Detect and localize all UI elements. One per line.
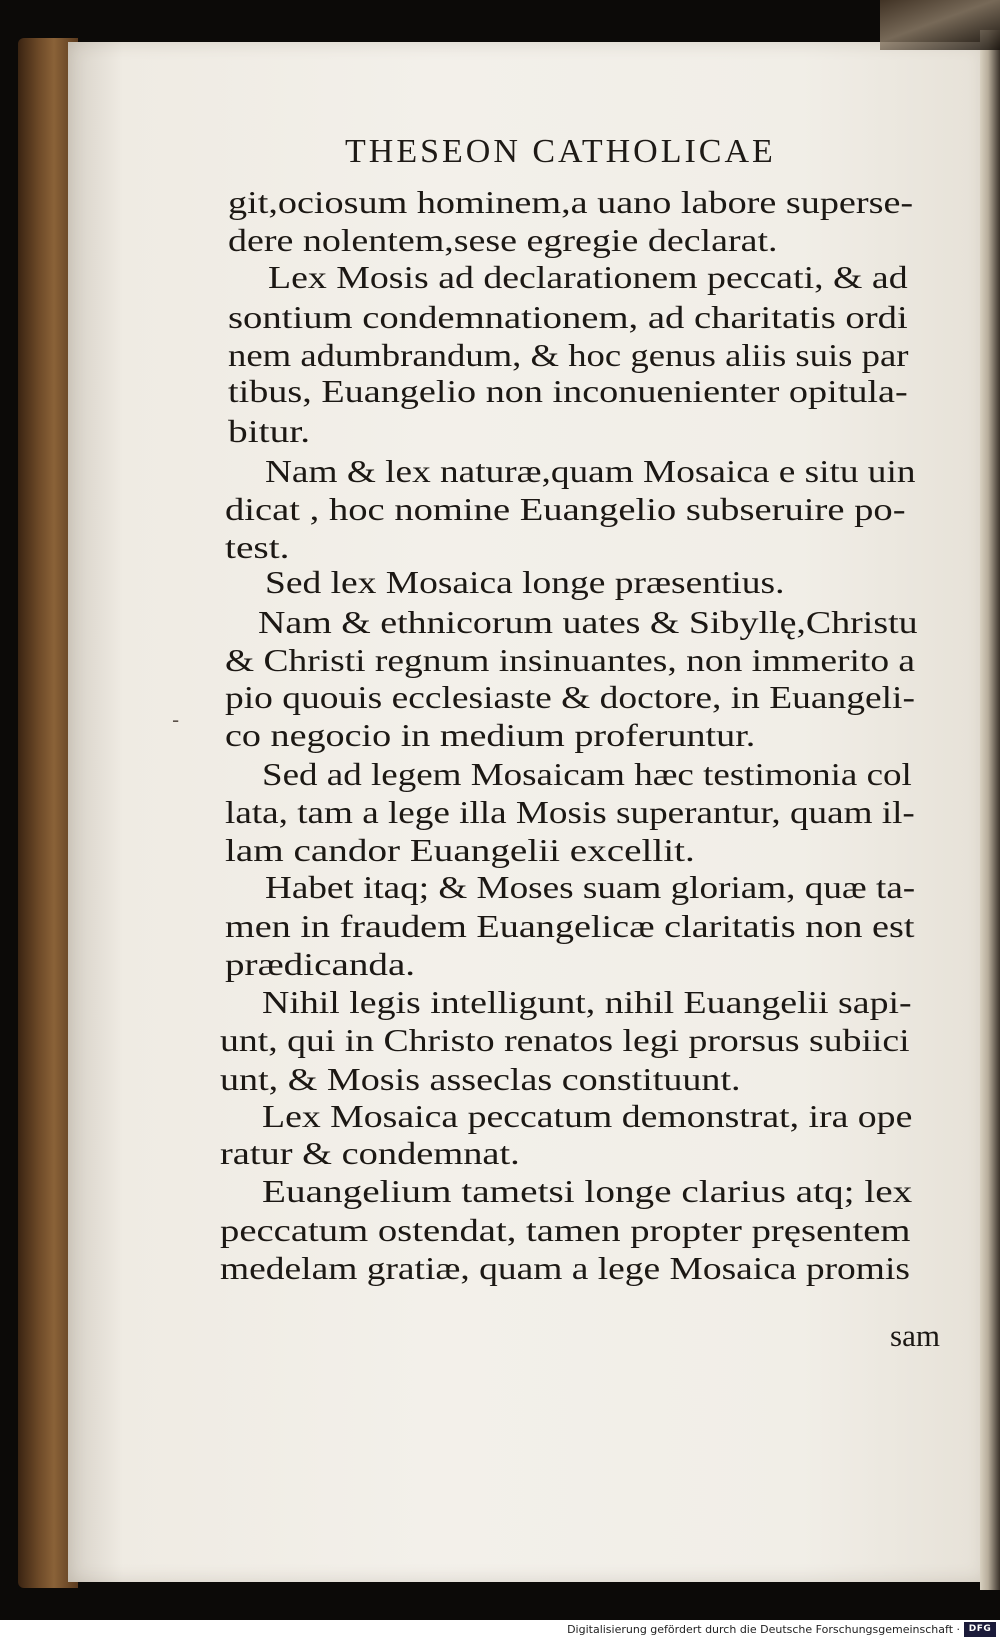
text-line: Euangelium tametsi longe clarius atq; lex xyxy=(262,1174,913,1209)
footer xyxy=(0,1620,1000,1641)
text-line: tibus, Euangelio non inconuenienter opitula- xyxy=(228,374,908,409)
page-corner xyxy=(880,0,1000,50)
text-line: medelam gratiæ, quam a lege Mosaica promis xyxy=(220,1251,910,1286)
text-line: Lex Mosaica peccatum demonstrat, ira ope xyxy=(262,1099,913,1134)
text-line: Nam & lex naturæ,quam Mosaica e situ uin xyxy=(265,454,916,489)
text-line: lam candor Euangelii excellit. xyxy=(225,833,695,868)
text-line: prædicanda. xyxy=(225,947,416,982)
running-head: THESEON CATHOLICAE xyxy=(345,133,776,170)
catchword: sam xyxy=(890,1318,940,1353)
text-line: git,ociosum hominem,a uano labore superse- xyxy=(228,185,914,220)
margin-mark: - xyxy=(172,708,180,732)
text-line: dicat , hoc nomine Euangelio subseruire po- xyxy=(225,492,906,527)
text-line: Nam & ethnicorum uates & Sibyllę,Christu xyxy=(258,605,918,640)
text-line: & Christi regnum insinuantes, non immerito a xyxy=(225,643,916,678)
text-line: test. xyxy=(225,530,290,565)
text-line: sontium condemnationem, ad charitatis ordi xyxy=(228,300,908,335)
text-line: lata, tam a lege illa Mosis superantur, quam il- xyxy=(225,795,915,830)
text-line: bitur. xyxy=(228,414,311,449)
text-line: co negocio in medium proferuntur. xyxy=(225,718,756,753)
text-line: dere nolentem,sese egregie declarat. xyxy=(228,223,778,258)
dfg-logo: DFG xyxy=(964,1622,996,1637)
page-edges xyxy=(980,30,1000,1590)
text-line: Sed lex Mosaica longe præsentius. xyxy=(265,565,785,600)
text-line: ratur & condemnat. xyxy=(220,1136,520,1171)
text-line: Sed ad legem Mosaicam hæc testimonia col xyxy=(262,757,912,792)
text-line: unt, qui in Christo renatos legi prorsus subiici xyxy=(220,1023,910,1058)
text-line: Habet itaq; & Moses suam gloriam, quæ ta- xyxy=(265,870,916,905)
footer-text: Digitalisierung gefördert durch die Deutsche Forschungsgemeinschaft · xyxy=(567,1623,960,1636)
text-line: nem adumbrandum, & hoc genus aliis suis par xyxy=(228,338,909,373)
text-line: men in fraudem Euangelicæ claritatis non est xyxy=(225,909,915,944)
text-line: Lex Mosis ad declarationem peccati, & ad xyxy=(268,260,908,295)
text-line: unt, & Mosis asseclas constituunt. xyxy=(220,1062,741,1097)
text-line: pio quouis ecclesiaste & doctore, in Euangeli- xyxy=(225,680,915,715)
text-line: Nihil legis intelligunt, nihil Euangelii sapi- xyxy=(262,985,912,1020)
text-line: peccatum ostendat, tamen propter pręsentem xyxy=(220,1213,911,1248)
